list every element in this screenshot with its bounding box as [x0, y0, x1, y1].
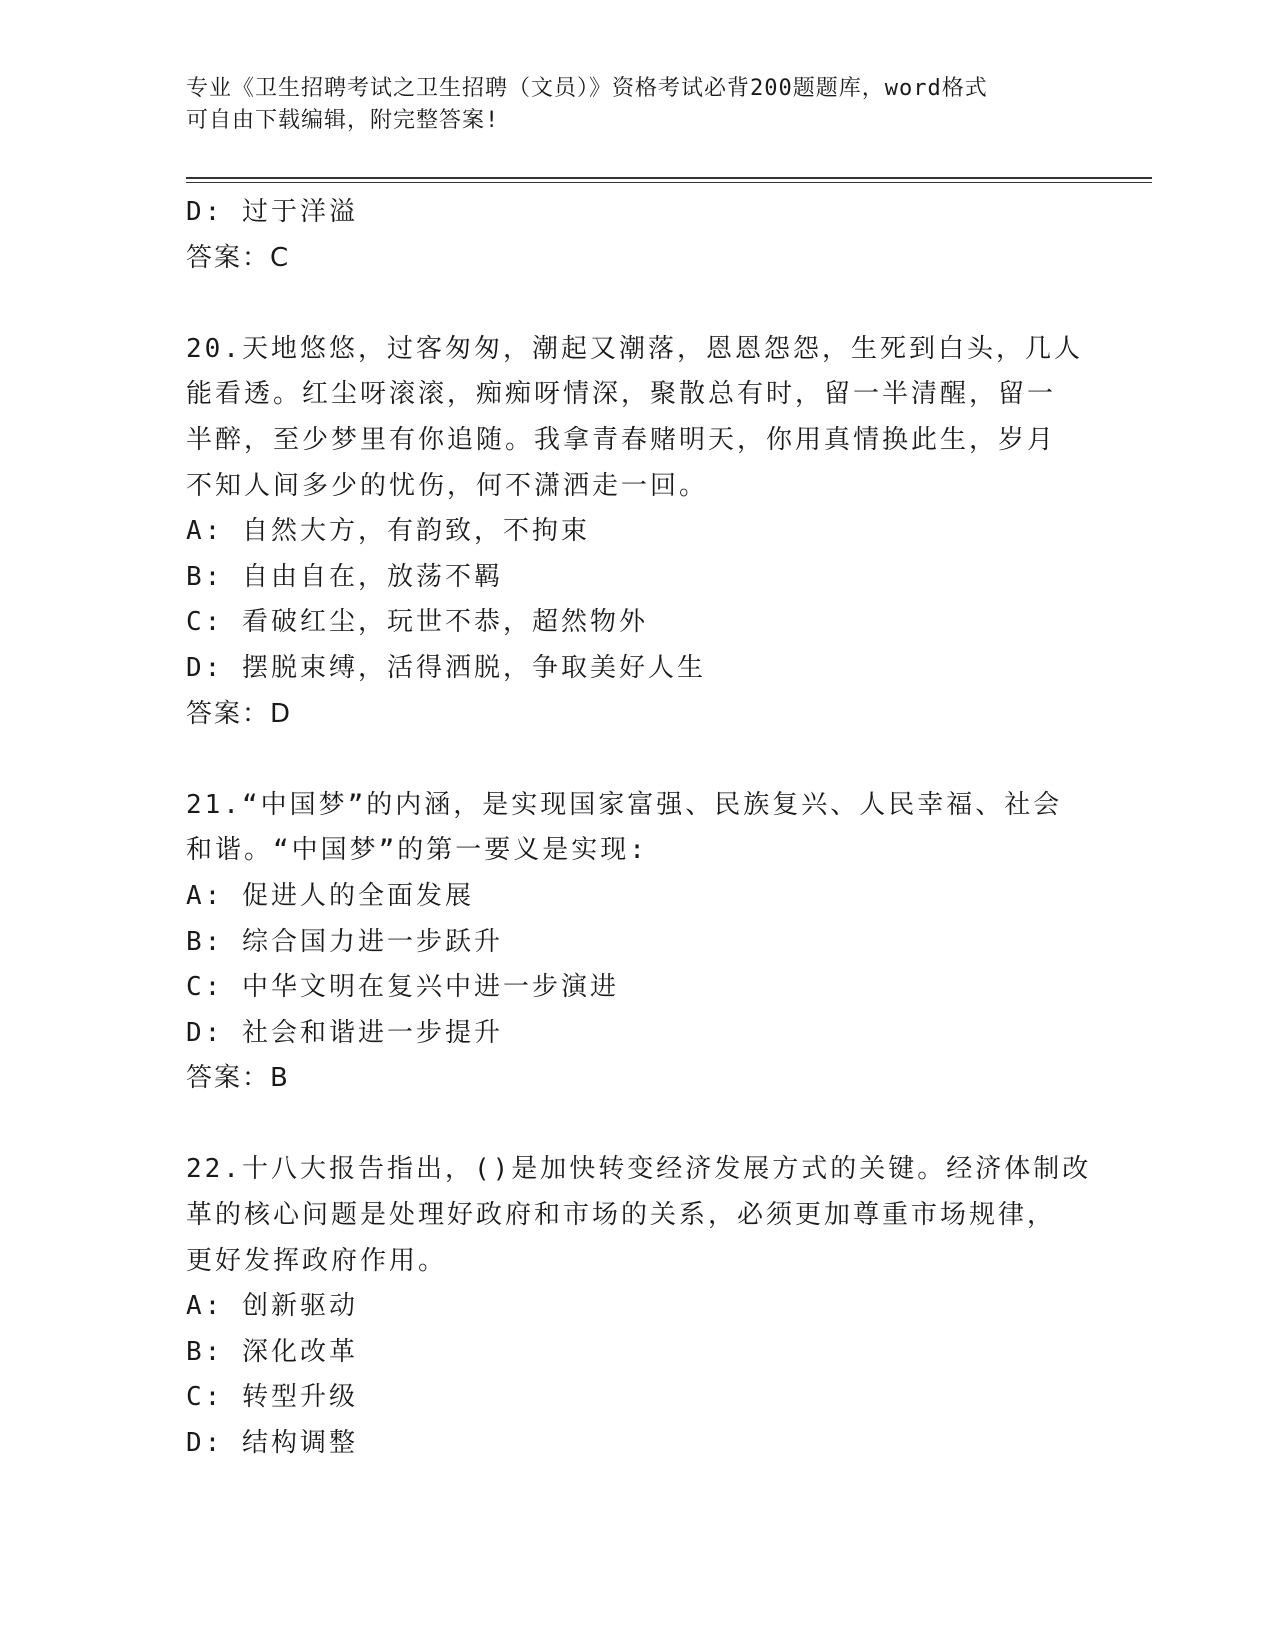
- question-22: [186, 1147, 1092, 1466]
- question-text-line: 21.“中国梦”的内涵，是实现国家富强、民族复兴、人民幸福、社会: [186, 789, 1063, 820]
- question-content: [186, 190, 1092, 1467]
- option-a: A: 创新驱动: [186, 1291, 358, 1322]
- header-rule-thin: [186, 182, 1152, 183]
- question-text-line: 20.天地悠悠，过客匆匆，潮起又潮落，恩恩怨怨，生死到白头，几人: [186, 333, 1083, 364]
- option-d: D: 摆脱束缚，活得洒脱，争取美好人生: [186, 652, 706, 683]
- question-text-line: 不知人间多少的忧伤，何不潇洒走一回。: [186, 470, 709, 501]
- question-21: [186, 783, 1086, 1102]
- question-text-line: 革的核心问题是处理好政府和市场的关系，必须更加尊重市场规律，: [186, 1200, 1057, 1231]
- spacer: [186, 281, 1086, 327]
- option-c: C: 转型升级: [186, 1382, 358, 1413]
- header-line-2: 可自由下载编辑，附完整答案!: [186, 108, 500, 133]
- option-b: B: 自由自在，放荡不羁: [186, 561, 503, 592]
- question-text-line: 22.十八大报告指出，()是加快转变经济发展方式的关键。经济体制改: [186, 1154, 1092, 1185]
- answer-line: 答案：C: [186, 242, 291, 273]
- document-header: [186, 73, 1066, 137]
- question-text-line: 更好发挥政府作用。: [186, 1245, 448, 1276]
- spacer: [186, 737, 1086, 783]
- option-a: A: 自然大方，有韵致，不拘束: [186, 516, 590, 547]
- option-c: C: 中华文明在复兴中进一步演进: [186, 972, 619, 1003]
- option-d: D: 社会和谐进一步提升: [186, 1017, 503, 1048]
- question-text-line: 能看透。红尘呀滚滚，痴痴呀情深，聚散总有时，留一半清醒，留一: [186, 379, 1057, 410]
- option-b: B: 深化改革: [186, 1336, 358, 1367]
- header-line-1: 专业《卫生招聘考试之卫生招聘（文员）》资格考试必背200题题库，word格式: [186, 76, 988, 101]
- spacer: [186, 1102, 1086, 1148]
- option-b: B: 综合国力进一步跃升: [186, 926, 503, 957]
- option-d: D: 过于洋溢: [186, 197, 358, 227]
- question-20: [186, 327, 1086, 737]
- answer-line: 答案：D: [186, 698, 293, 729]
- question-text-line: 和谐。“中国梦”的第一要义是实现:: [186, 835, 648, 866]
- option-c: C: 看破红尘，玩世不恭，超然物外: [186, 607, 648, 638]
- question-text-line: 半醉，至少梦里有你追随。我拿青春赌明天，你用真情换此生，岁月: [186, 424, 1057, 455]
- option-a: A: 促进人的全面发展: [186, 880, 474, 911]
- header-rule-thick: [186, 177, 1152, 179]
- option-d: D: 结构调整: [186, 1428, 358, 1459]
- answer-line: 答案：B: [186, 1063, 290, 1094]
